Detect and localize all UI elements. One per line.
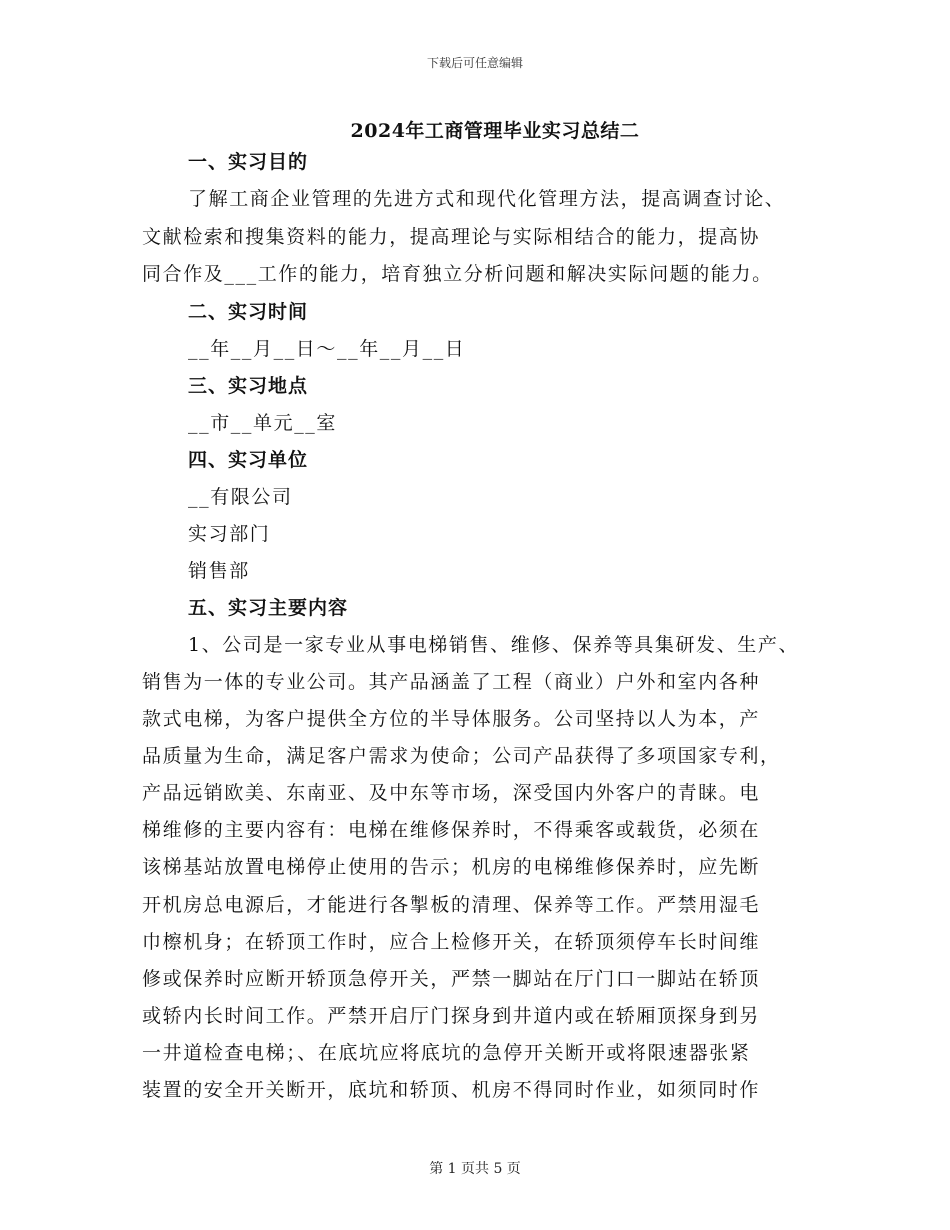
section-heading-content: 五、实习主要内容 bbox=[188, 597, 349, 619]
paragraph-line: __年__月__日～__年__月__日 bbox=[188, 338, 466, 360]
paragraph-line: __有限公司 bbox=[188, 486, 293, 508]
paragraph-line: 文献检索和搜集资料的能力，提高理论与实际相结合的能力，提高协 bbox=[142, 226, 761, 248]
paragraph-line: 了解工商企业管理的先进方式和现代化管理方法，提高调查讨论、 bbox=[188, 188, 786, 210]
paragraph-line: 开机房总电源后，才能进行各掣板的清理、保养等工作。严禁用湿毛 bbox=[142, 894, 761, 916]
paragraph-line: 梯维修的主要内容有：电梯在维修保养时，不得乘客或载货，必须在 bbox=[142, 819, 761, 841]
section-heading-location: 三、实习地点 bbox=[188, 375, 309, 397]
paragraph-line: 该梯基站放置电梯停止使用的告示；机房的电梯维修保养时，应先断 bbox=[142, 856, 761, 878]
paragraph-line: 装置的安全开关断开，底坑和轿顶、机房不得同时作业，如须同时作 bbox=[142, 1079, 761, 1101]
paragraph-line: 品质量为生命，满足客户需求为使命；公司产品获得了多项国家专利， bbox=[142, 745, 781, 767]
paragraph-line: 款式电梯，为客户提供全方位的半导体服务。公司坚持以人为本，产 bbox=[142, 708, 761, 730]
paragraph-line: 修或保养时应断开轿顶急停开关，严禁一脚站在厅门口一脚站在轿顶 bbox=[142, 968, 761, 990]
paragraph-line: 同合作及___工作的能力，培育独立分析问题和解决实际问题的能力。 bbox=[142, 263, 773, 285]
header-note: 下载后可任意编辑 bbox=[426, 56, 523, 70]
paragraph-line: 销售部 bbox=[188, 560, 250, 582]
section-heading-unit: 四、实习单位 bbox=[188, 449, 309, 471]
document-title: 2024年工商管理毕业实习总结二 bbox=[350, 120, 640, 142]
paragraph-line: 1、公司是一家专业从事电梯销售、维修、保养等具集研发、生产、 bbox=[188, 634, 800, 656]
paragraph-line: 销售为一体的专业公司。其产品涵盖了工程（商业）户外和室内各种 bbox=[142, 671, 761, 693]
paragraph-line: 或轿内长时间工作。严禁开启厅门探身到井道内或在轿厢顶探身到另 bbox=[142, 1005, 761, 1027]
paragraph-line: 一井道检查电梯；、在底坑应将底坑的急停开关断开或将限速器张紧 bbox=[142, 1042, 751, 1064]
paragraph-line: 巾檫机身；在轿顶工作时，应合上检修开关，在轿顶须停车长时间维 bbox=[142, 931, 761, 953]
section-heading-time: 二、实习时间 bbox=[188, 301, 309, 323]
section-heading-purpose: 一、实习目的 bbox=[188, 151, 309, 173]
page-footer: 第 1 页共 5 页 bbox=[429, 1161, 521, 1177]
paragraph-line: 实习部门 bbox=[188, 523, 271, 545]
paragraph-line: 产品远销欧美、东南亚、及中东等市场，深受国内外客户的青睐。电 bbox=[142, 782, 761, 804]
paragraph-line: __市__单元__室 bbox=[188, 412, 338, 434]
